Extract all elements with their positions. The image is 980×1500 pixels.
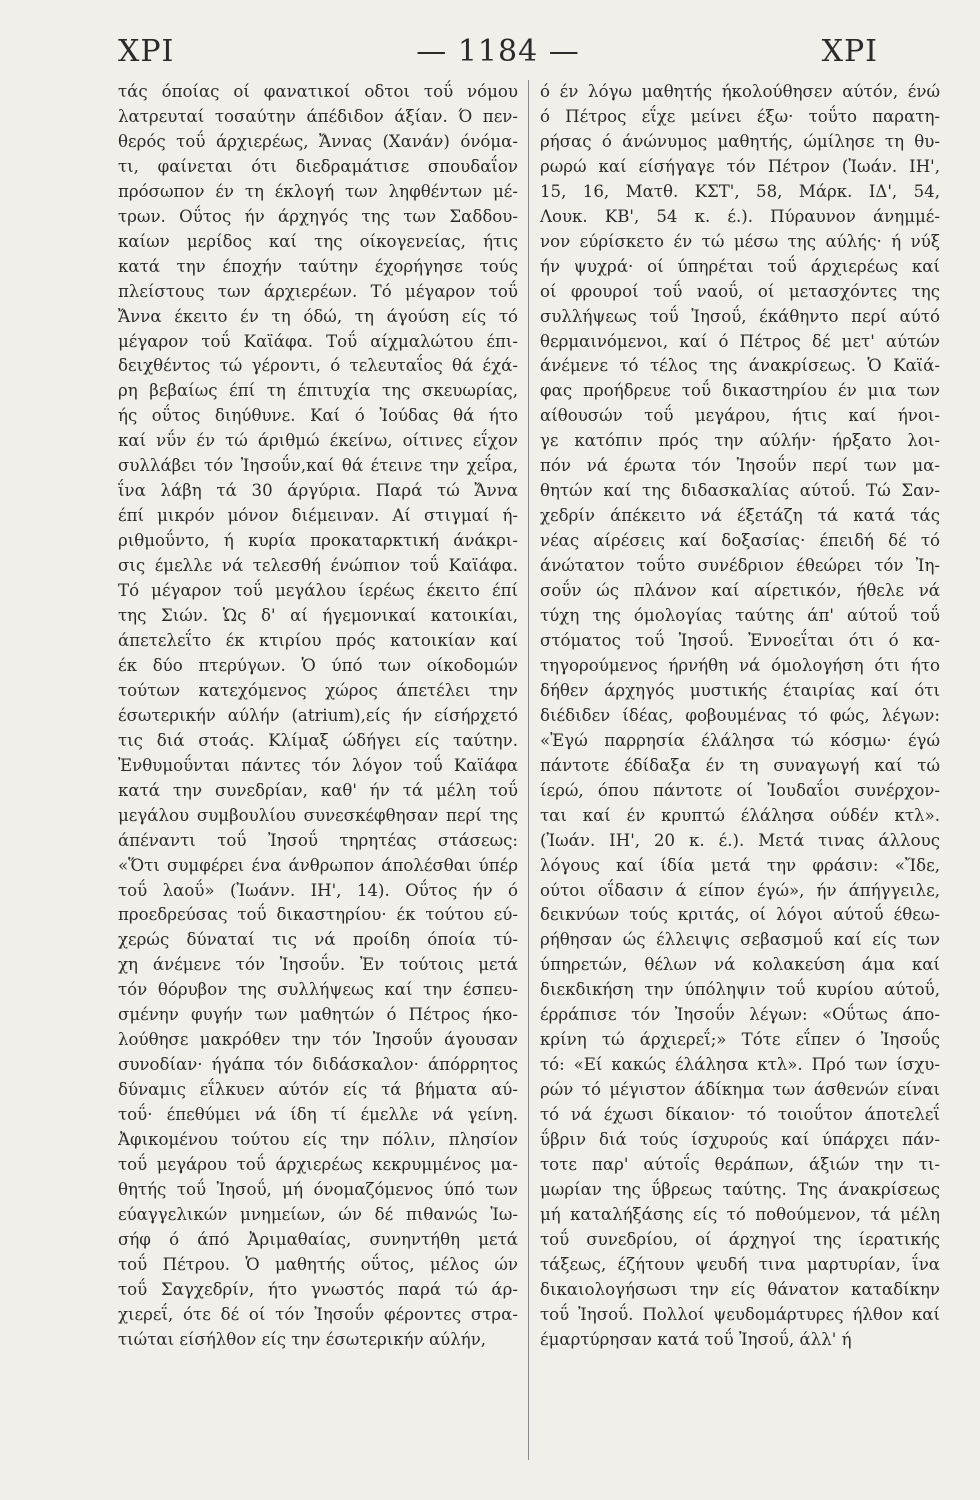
text-line: μή καταλήξάσης είς τό ποθούμενον, τά μέλη: [540, 1204, 940, 1224]
text-line: μωρίαν της ΰβρεως ταύτης. Της άνακρίσεως: [540, 1179, 940, 1199]
text-line: άπέναντι τοΰ Ἰησοΰ τηρητέας στάσεως:: [118, 830, 518, 850]
text-line: ής οΰτος διηύθυνε. Καί ό Ἰούδας θά ήτο: [118, 406, 518, 426]
text-line: ό έν λόγω μαθητής ήκολούθησεν αύτόν, ένώ: [540, 82, 940, 101]
text-line: λατρευταί τοσαύτην άπέδιδον άξίαν. Ό πεν-: [118, 106, 518, 126]
text-line: σήφ ό άπό Ἀριμαθαίας, συνηντήθη μετά: [118, 1229, 518, 1249]
text-line: χεδρίν άπέκειτο νά έξετάζη τά κατά τάς: [540, 506, 940, 526]
text-line: δήθεν άρχηγός μυστικής έταιρίας καί ότι: [540, 680, 940, 700]
text-line: τοΰ Πέτρου. Ὁ μαθητής οΰτος, μέλος ών: [118, 1254, 518, 1274]
text-line: χη άνέμενε τόν Ἰησοΰν. Ἐν τούτοις μετά: [118, 955, 518, 975]
text-line: θητής τοΰ Ἰησοΰ, μή όνομαζόμενος ύπό των: [118, 1179, 518, 1199]
text-line: μεγάλου συμβουλίου συνεσκέφθησαν περί της: [118, 805, 518, 825]
text-line: τύχη της όμολογίας ταύτης άπ' αύτοΰ τοΰ: [540, 606, 940, 626]
text-line: δειχθέντος τώ γέροντι, ό τελευταΐος θά έχά-: [118, 356, 518, 376]
text-line: μέγαρον τοΰ Καϊάφα. Τοΰ αίχμαλώτου έπι-: [118, 331, 518, 351]
text-line: τάξεως, έζήτουν ψευδή τινα μαρτυρίαν, ΐνα: [540, 1254, 940, 1274]
text-line: νον εύρίσκετο έν τώ μέσω της αύλής· ή νύξ: [540, 231, 940, 251]
text-line: της Σιών. Ὡς δ' αί ήγεμονικαί κατοικίαι,: [118, 606, 518, 626]
text-line: γε κατόπιν πρός την αύλήν· ήρξατο λοι-: [540, 431, 940, 451]
text-line: τό νά έχωσι δίκαιον· τό τοιοΰτον άποτελεΐ: [540, 1105, 940, 1125]
text-line: διεκδικήση την ύπόληψιν τοΰ κυρίου αύτοΰ,: [540, 980, 940, 1000]
text-line: προεδρεύσας τοΰ δικαστηρίου· έκ τούτου εύ-: [118, 905, 518, 925]
text-line: καί νΰν έν τώ άριθμώ έκείνω, οίτινες εΐχον: [118, 431, 518, 451]
text-line: τούτων κατεχόμενος χώρος άπετέλει την: [118, 680, 518, 700]
text-line: ρήσας ό άνώνυμος μαθητής, ώμίλησε τη θυ-: [540, 131, 940, 151]
text-line: τοτε παρ' αύτοΐς θεράπων, άξιών την τι-: [540, 1154, 940, 1174]
text-line: νέας αίρέσεις καί δοξασίας· έπειδή δέ τό: [540, 531, 940, 551]
text-line: τάς όποίας οί φανατικοί οδτοι τοΰ νόμου: [118, 82, 518, 101]
text-line: θερμαινόμενοι, καί ό Πέτρος δέ μετ' αύτών: [540, 331, 940, 351]
text-line: τις διά στοάς. Κλίμαξ ώδήγει είς ταύτην.: [118, 730, 518, 750]
text-line: (Ἰωάν. ΙΗ', 20 κ. έ.). Μετά τινας άλλους: [540, 830, 940, 850]
left-column: [118, 80, 518, 1480]
text-line: Ἀφικομένου τούτου είς την πόλιν, πλησίον: [118, 1130, 518, 1150]
text-line: τοΰ μεγάρου τοΰ άρχιερέως κεκρυμμένος μα-: [118, 1154, 518, 1174]
text-line: αίθουσών τοΰ μεγάρου, ήτις καί ήνοι-: [540, 406, 940, 426]
text-line: 15, 16, Ματθ. ΚΣΤ', 58, Μάρκ. ΙΔ', 54,: [540, 181, 940, 201]
text-line: έρράπισε τόν Ἰησοΰν λέγων: «Οΰτως άπο-: [540, 1005, 940, 1025]
text-line: θερός τοΰ άρχιερέως, Ἄννας (Χανάν) όνόμα-: [118, 131, 518, 151]
right-column: [540, 80, 940, 1480]
text-line: συλλήψεως τοΰ Ἰησοΰ, έκάθηντο περί αύτό: [540, 306, 940, 326]
text-line: άνέμενε τό τέλος της άνακρίσεως. Ὁ Καϊά-: [540, 356, 940, 376]
text-line: δικαιολογήσωσι την είς θάνατον καταδίκην: [540, 1279, 940, 1299]
text-line: έκ δύο πτερύγων. Ὁ ύπό των οίκοδομών: [118, 655, 518, 675]
text-line: έπί μικρόν μόνον διέμειναν. Αί στιγμαί ή-: [118, 506, 518, 526]
text-line: πόν νά έρωτα τόν Ἰησοΰν περί των μα-: [540, 456, 940, 476]
text-line: σις έμελλε νά τελεσθή ένώπιον τοΰ Καϊάφα.: [118, 556, 518, 576]
text-line: τοΰ Σαγχεδρίν, ήτο γνωστός παρά τώ άρ-: [118, 1279, 518, 1299]
text-line: ρήθησαν ώς έλλειψις σεβασμοΰ καί είς των: [540, 930, 940, 950]
text-line: συνοδίαν· ήγάπα τόν διδάσκαλον· άπόρρητος: [118, 1055, 518, 1075]
text-line: θητών καί της διδασκαλίας αύτοΰ. Τώ Σαν-: [540, 481, 940, 501]
text-line: ρωρώ καί είσήγαγε τόν Πέτρον (Ἰωάν. ΙΗ',: [540, 156, 940, 176]
text-line: οί φρουροί τοΰ ναοΰ, οί μετασχόντες της: [540, 281, 940, 301]
text-line: τι, φαίνεται ότι διεδραμάτισε σπουδαΐον: [118, 156, 518, 176]
text-line: κατά την συνεδρίαν, καθ' ήν τά μέλη τοΰ: [118, 780, 518, 800]
text-line: ΰβριν διά τούς ίσχυρούς καί ύπάρχει πάν-: [540, 1130, 940, 1150]
text-line: διέδιδεν ίδέας, φοβουμένας τό φώς, λέγων:: [540, 705, 940, 725]
text-line: τό: «Εί κακώς έλάλησα κτλ». Πρό των ίσχυ-: [540, 1055, 940, 1075]
text-line: λούθησε μακρόθεν την τόν Ἰησοΰν άγουσαν: [118, 1030, 518, 1050]
text-line: χερώς δύναταί τις νά προίδη όποία τύ-: [118, 930, 518, 950]
text-line: Τό μέγαρον τοΰ μεγάλου ίερέως έκειτο έπί: [118, 581, 518, 601]
text-line: άνώτατον τοΰτο συνέδριον έθεώρει τόν Ἰη-: [540, 556, 940, 576]
text-line: δύναμις εΐλκυεν αύτόν είς τά βήματα αύ-: [118, 1080, 518, 1100]
text-line: συλλάβει τόν Ἰησοΰν,καί θά έτεινε την χεΐρα,: [118, 456, 518, 476]
text-line: τοΰ Ἰησοΰ. Πολλοί ψευδομάρτυρες ήλθον καί: [540, 1304, 940, 1324]
text-line: ΐνα λάβη τά 30 άργύρια. Παρά τώ Ἄννα: [118, 481, 518, 501]
text-line: ύπηρετών, θέλων νά κολακεύση άμα καί: [540, 955, 940, 975]
text-line: «Ἐγώ παρρησία έλάλησα τώ κόσμω· έγώ: [540, 730, 940, 750]
text-line: σοΰν ώς πλάνον καί αίρετικόν, ήθελε νά: [540, 581, 940, 601]
text-line: τηγορούμενος ήρνήθη νά όμολογήση ότι ήτο: [540, 655, 940, 675]
text-line: κρίνη τώ άρχιερεΐ;» Τότε εΐπεν ό Ἰησοΰς: [540, 1030, 940, 1050]
text-line: τοΰ συνεδρίου, οί άρχηγοί της ίερατικής: [540, 1229, 940, 1249]
text-line: ρών τό μέγιστον άδίκημα των άσθενών είναι: [540, 1080, 940, 1100]
text-line: Ἐνθυμοΰνται πάντες τόν λόγον τοΰ Καϊάφα: [118, 755, 518, 775]
text-line: ούτοι οΐδασιν ά είπον έγώ», ήν άπήγγειλε,: [540, 880, 940, 900]
text-line: τόν θόρυβον της συλλήψεως καί την έσπευ-: [118, 980, 518, 1000]
text-line: «Ὅτι συμφέρει ένα άνθρωπον άπολέσθαι ύπέρ: [118, 855, 518, 875]
text-line: φας προήδρευε τοΰ δικαστηρίου έν μια των: [540, 381, 940, 401]
text-line: ριθμοΰντο, ή κυρία προκαταρκτική άνάκρι-: [118, 531, 518, 551]
text-line: δεικνύων τούς κριτάς, οί λόγοι αύτοΰ έθεω-: [540, 905, 940, 925]
text-line: ται καί έν κρυπτώ έλάλησα ούδέν κτλ».: [540, 805, 940, 825]
text-line: ήν ψυχρά· οί ύπηρέται τοΰ άρχιερέως καί: [540, 256, 940, 276]
text-line: καίων μερίδος καί της οίκογενείας, ήτις: [118, 231, 518, 251]
text-line: τοΰ λαοΰ» (Ἰωάνν. ΙΗ', 14). Οΰτος ήν ό: [118, 880, 518, 900]
text-line: άπετελεΐτο έκ κτιρίου πρός κατοικίαν καί: [118, 630, 518, 650]
text-line: ρη βεβαίως έπί τη έπιτυχία της σκευωρίας,: [118, 381, 518, 401]
text-line: πρόσωπον έν τη έκλογή των ληφθέντων μέ-: [118, 181, 518, 201]
text-line: Ἄννα έκειτο έν τη όδώ, τη άγούση είς τό: [118, 306, 518, 326]
text-line: σμένην φυγήν των μαθητών ό Πέτρος ήκο-: [118, 1005, 518, 1025]
text-line: τρων. Οΰτος ήν άρχηγός της των Σαδδου-: [118, 206, 518, 226]
text-line: έμαρτύρησαν κατά τοΰ Ἰησοΰ, άλλ' ή: [540, 1329, 852, 1349]
page-header: [118, 34, 878, 74]
text-line: χιερεΐ, ότε δέ οί τόν Ἰησοΰν φέροντες στρα-: [118, 1304, 518, 1324]
text-line: Λουκ. ΚΒ', 54 κ. έ.). Πύραυνον άνημμέ-: [540, 206, 940, 226]
text-line: τοΰ· έπεθύμει νά ίδη τί έμελλε νά γείνη.: [118, 1105, 518, 1125]
running-head-right: ΧΡΙ: [821, 34, 878, 69]
text-line: ό Πέτρος εΐχε μείνει έξω· τοΰτο παρατη-: [540, 106, 940, 126]
column-divider: [528, 80, 529, 1460]
text-line: κατά την έποχήν ταύτην έχορήγησε τούς: [118, 256, 518, 276]
page-number: — 1184 —: [416, 34, 580, 69]
text-line: λόγους καί ίδία μετά την φράσιν: «Ἴδε,: [540, 855, 940, 875]
running-head-left: ΧΡΙ: [118, 34, 175, 69]
text-line: πάντοτε έδίδαξα έν τη συναγωγή καί τώ: [540, 755, 940, 775]
text-line: πλείστους των άρχιερέων. Τό μέγαρον τοΰ: [118, 281, 518, 301]
text-line: στόματος τοΰ Ἰησοΰ. Ἐννοεΐται ότι ό κα-: [540, 630, 940, 650]
text-line: έσωτερικήν αύλήν (atrium),είς ήν είσήρχετό: [118, 705, 518, 725]
text-line: εύαγγελικών μνημείων, ών δέ πιθανώς Ἰω-: [118, 1204, 518, 1224]
text-line: τιώται είσήλθον είς την έσωτερικήν αύλήν,: [118, 1329, 487, 1349]
text-line: ίερώ, όπου πάντοτε οί Ἰουδαΐοι συνέρχον-: [540, 780, 940, 800]
